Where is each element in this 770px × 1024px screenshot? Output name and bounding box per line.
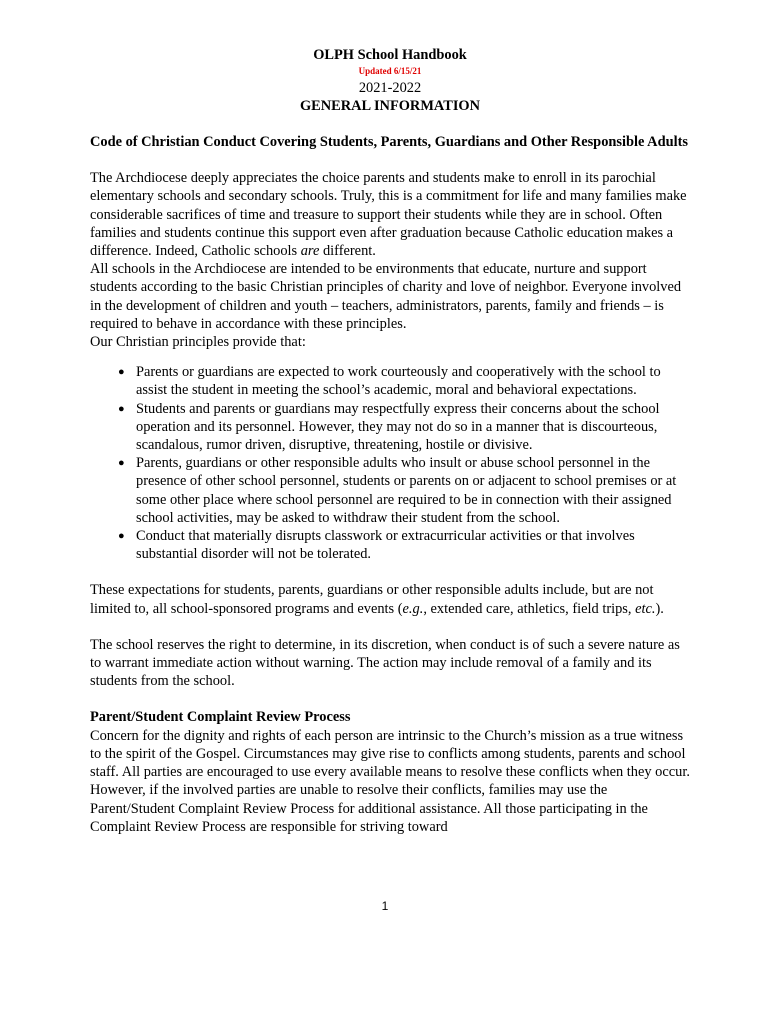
bullet-icon: ●	[118, 402, 125, 415]
page-number: 1	[381, 899, 389, 913]
code-of-conduct-heading: Code of Christian Conduct Covering Students, Parents, Guardians and Other Responsible Adults	[90, 134, 688, 150]
principles-list	[90, 363, 690, 563]
section-title: GENERAL INFORMATION	[299, 98, 481, 114]
reserves-paragraph: The school reserves the right to determine, in its discretion, when conduct is of such a severe nature as to warrant immediate action without warning. The action may include removal of a family and its students from the school.	[90, 636, 680, 690]
expectations-text-a: These expectations for students, parents, guardians or other responsible adults include, but are not limited to, all school-sponsored programs and events (	[90, 582, 654, 617]
list-item	[118, 400, 690, 455]
expectations-text-b: , extended care, athletics, field trips,	[423, 600, 636, 617]
expectations-etc: etc.	[635, 600, 656, 617]
list-item-text: Parents, guardians or other responsible adults who insult or abuse school personnel in the presence of other school personnel, students or parents on or adjacent to school premises or at some other place where school personnel are required to be in connection with their assigned school activities, may be asked to withdraw their student from the school.	[136, 455, 677, 526]
list-item-text: Parents or guardians are expected to work courteously and cooperatively with the school to assist the student in meeting the school’s academic, moral and behavioral expectations.	[136, 364, 661, 399]
expectations-eg: e.g.	[402, 600, 424, 617]
expectations-text-c: ).	[655, 600, 664, 617]
list-item	[118, 527, 690, 563]
complaint-process-heading: Parent/Student Complaint Review Process	[90, 709, 351, 726]
bullet-icon: ●	[118, 457, 125, 470]
updated-date: Updated 6/15/21	[358, 66, 422, 76]
bullet-icon: ●	[118, 530, 125, 543]
archdiocese-text-b: different.	[319, 243, 376, 260]
complaint-process-paragraph: Concern for the dignity and rights of each person are intrinsic to the Church’s mission as a true witness to the spirit of the Gospel. Circumstances may give rise to conflicts among students, parents and school staff. All parties are encouraged to use every available means to resolve these conflicts when they occur. However, if the involved parties are unable to resolve their conflicts, families may use the Parent/Student Complaint Review Process for additional assistance. All those participating in the Complaint Review Process are responsible for striving toward	[90, 727, 690, 835]
bullet-icon: ●	[118, 366, 125, 379]
list-item	[118, 363, 690, 399]
schools-paragraph: All schools in the Archdiocese are intended to be environments that educate, nurture and support students according to the basic Christian principles of charity and love of neighbor. Everyone involved in the development of children and youth – teachers, administrators, parents, family and friends – is required to behave in accordance with these principles.	[90, 261, 682, 332]
expectations-paragraph	[90, 581, 690, 617]
archdiocese-text-a: The Archdiocese deeply appreciates the choice parents and students make to enroll in its parochial elementary schools and secondary schools. Truly, this is a commitment for life and many families make considerable sacrifices of time and treasure to support their students while they are in school. Often families and students continue this support even after graduation because Catholic education makes a difference. Indeed, Catholic schools	[90, 170, 687, 260]
list-item	[118, 454, 690, 527]
archdiocese-emphasis: are	[300, 243, 320, 260]
list-item-text: Students and parents or guardians may respectfully express their concerns about the school operation and its personnel. However, they may not do so in a manner that is discourteous, scandalous, rumor driven, disruptive, threatening, hostile or divisive.	[136, 400, 660, 454]
school-year: 2021-2022	[358, 80, 422, 96]
principles-intro: Our Christian principles provide that:	[90, 334, 306, 351]
archdiocese-paragraph	[90, 169, 690, 260]
page-content	[90, 46, 690, 836]
list-item-text: Conduct that materially disrupts classwork or extracurricular activities or that involves substantial disorder will not be tolerated.	[136, 528, 635, 563]
document-title: OLPH School Handbook	[313, 47, 467, 63]
